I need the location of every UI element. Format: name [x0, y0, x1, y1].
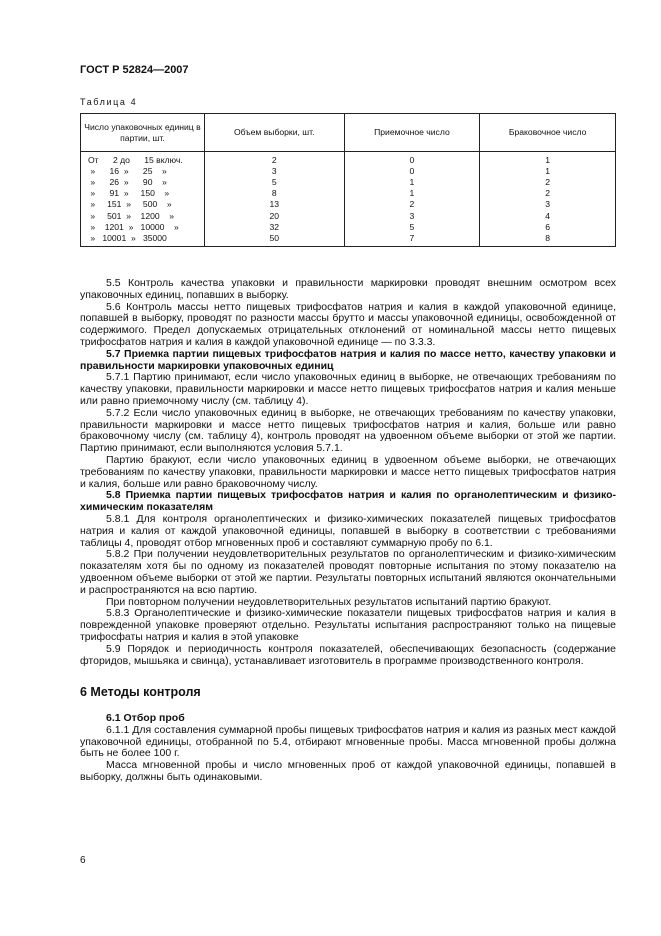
subsection-6-1-title: 6.1 Отбор проб [106, 712, 185, 725]
cell-lot-size: » 151 » 500 » [81, 199, 205, 210]
cell-acceptance-number: 3 [344, 210, 480, 221]
cell-sample-size: 13 [204, 199, 344, 210]
col-header-sample-size: Объем выборки, шт. [204, 114, 344, 152]
cell-sample-size: 3 [204, 166, 344, 177]
paragraph-5-5: 5.5 Контроль качества упаковки и правильности маркировки проводят внешним осмотром всех упаковочных единиц, попавших в выборку. [80, 277, 616, 301]
cell-sample-size: 20 [204, 210, 344, 221]
paragraph-5-7-2-reject: Партию бракуют, если число упаковочных единиц в удвоенном объеме выборки, не отвечающих требованиям по качеству упаковки, правильности маркировки и массе нетто пищевых трифосфатов натрия и калия, больше или равно браковочному числу. [80, 453, 616, 490]
paragraph-5-7-2: 5.7.2 Если число упаковочных единиц в выборке, не отвечающих требованиям по качеству упаковки, правильности маркировки и массе нетто пищевых трифосфатов натрия и калия, больше или равно браковочному числу (см. таблицу 4), контроль проводят на удвоенном объеме выборки от этой же партии. Партию принимают, если выполняются условия 5.7.1. [80, 406, 616, 455]
cell-lot-size: » 501 » 1200 » [81, 210, 205, 221]
heading-5-7: 5.7 Приемка партии пищевых трифосфатов натрия и калия по массе нетто, качеству упаковки и правильности маркировки упаковочных единиц [80, 347, 616, 372]
cell-rejection-number: 6 [480, 222, 616, 233]
table-row [81, 188, 616, 199]
table-caption: Таблица 4 [80, 97, 138, 107]
cell-rejection-number: 2 [480, 177, 616, 188]
table-row [81, 222, 616, 233]
cell-rejection-number: 3 [480, 199, 616, 210]
table-row [81, 199, 616, 210]
cell-acceptance-number: 0 [344, 166, 480, 177]
table-row [81, 166, 616, 177]
cell-rejection-number: 1 [480, 166, 616, 177]
col-header-rejection-number: Браковочное число [480, 114, 616, 152]
heading-5-8: 5.8 Приемка партии пищевых трифосфатов натрия и калия по органолептическим и физико-химическим показателям [80, 489, 616, 514]
table-row [81, 210, 616, 221]
paragraph-5-8-2: 5.8.2 При получении неудовлетворительных результатов по органолептическим и физико-химическим показателям хотя бы по одному из показателей проводят повторные испытания по этому показателю на удвоенном объеме выборки от этой же партии. Результаты повторных испытаний являются окончательными и распространяются на всю партию. [80, 548, 616, 596]
cell-acceptance-number: 7 [344, 233, 480, 247]
cell-acceptance-number: 1 [344, 188, 480, 199]
cell-lot-size: » 91 » 150 » [81, 188, 205, 199]
section-6-title: 6 Методы контроля [80, 685, 201, 700]
document-body [80, 278, 616, 784]
paragraph-5-9: 5.9 Порядок и периодичность контроля показателей, обеспечивающих безопасность (содержание фторидов, мышьяка и свинца), устанавливает изготовитель в программе производственного контроля. [80, 642, 616, 667]
cell-rejection-number: 8 [480, 233, 616, 247]
table-header-row [81, 114, 616, 152]
col-header-lot-size: Число упаковочных единиц в партии, шт. [81, 114, 205, 152]
cell-rejection-number: 4 [480, 210, 616, 221]
cell-acceptance-number: 5 [344, 222, 480, 233]
paragraph-6-1-1: 6.1.1 Для составления суммарной пробы пищевых трифосфатов натрия и калия из разных мест каждой упаковочной единицы, отобранной по 5.4, отбирают мгновенные пробы. Масса мгновенной пробы должна быть не более 100 г. [80, 723, 616, 760]
table-row [81, 152, 616, 167]
cell-sample-size: 50 [204, 233, 344, 247]
page-number: 6 [80, 855, 86, 866]
cell-acceptance-number: 2 [344, 199, 480, 210]
cell-acceptance-number: 0 [344, 152, 480, 167]
cell-sample-size: 5 [204, 177, 344, 188]
table-row [81, 233, 616, 247]
paragraph-5-6: 5.6 Контроль массы нетто пищевых трифосфатов натрия и калия в каждой упаковочной единице, попавшей в выборку, проводят по разности массы брутто и массы упаковочной единицы, освобожденной от содержимого. Предел допускаемых отрицательных отклонений от номинальной массы нетто пищевых трифосфатов натрия и калия в каждой упаковочной единице — по 3.3.3. [80, 300, 616, 348]
cell-acceptance-number: 1 [344, 177, 480, 188]
cell-lot-size: » 1201 » 10000 » [81, 222, 205, 233]
paragraph-6-1-1-mass: Масса мгновенной пробы и число мгновенных проб от каждой упаковочной единицы, попавшей в выборку, должны быть одинаковыми. [80, 759, 616, 784]
table-row [81, 177, 616, 188]
cell-sample-size: 32 [204, 222, 344, 233]
paragraph-5-8-3: 5.8.3 Органолептические и физико-химические показатели пищевых трифосфатов натрия и калия в поврежденной упаковке проверяют отдельно. Результаты испытания распространяют только на пищевые трифосфаты натрия и калия в этой упаковке [80, 607, 616, 643]
cell-lot-size: » 16 » 25 » [81, 166, 205, 177]
cell-lot-size: » 10001 » 35000 [81, 233, 205, 247]
paragraph-5-7-1: 5.7.1 Партию принимают, если число упаковочных единиц в выборке, не отвечающих требованиям по качеству упаковки, правильности маркировки и массе нетто пищевых трифосфатов натрия и калия меньше или равно приемочному числу (см. таблицу 4). [80, 371, 616, 407]
cell-sample-size: 8 [204, 188, 344, 199]
col-header-acceptance-number: Приемочное число [344, 114, 480, 152]
cell-sample-size: 2 [204, 152, 344, 167]
paragraph-5-8-2-reject: При повторном получении неудовлетворительных результатов испытаний партию бракуют. [106, 595, 552, 608]
cell-lot-size: От 2 до 15 включ. [81, 152, 205, 167]
sampling-table [80, 113, 616, 247]
cell-rejection-number: 1 [480, 152, 616, 167]
cell-lot-size: » 26 » 90 » [81, 177, 205, 188]
paragraph-5-8-1: 5.8.1 Для контроля органолептических и физико-химических показателей пищевых трифосфатов натрия и калия от каждой упаковочной единицы, попавшей в выборку в соответствии с требованиями таблицы 4, проводят отбор мгновенных проб и составляют суммарную пробу по 6.1. [80, 512, 616, 549]
cell-rejection-number: 2 [480, 188, 616, 199]
standard-header: ГОСТ Р 52824—2007 [80, 64, 189, 76]
